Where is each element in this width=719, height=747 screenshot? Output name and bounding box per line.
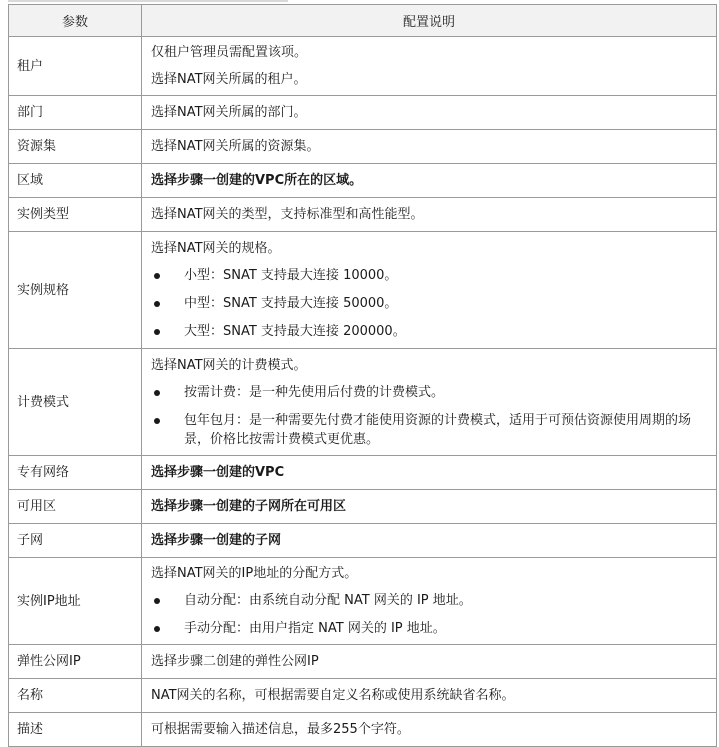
description-cell bbox=[142, 130, 717, 164]
table-row bbox=[9, 645, 717, 679]
description-line: 选择步骤二创建的弹性公网IP bbox=[151, 654, 319, 669]
description-line: 选择NAT网关的IP地址的分配方式。 bbox=[151, 566, 358, 581]
table-row bbox=[9, 232, 717, 349]
bullet-icon bbox=[154, 390, 160, 396]
description-line: 选择步骤一创建的子网所在可用区 bbox=[151, 499, 347, 514]
list-item bbox=[151, 619, 707, 638]
top-divider bbox=[8, 0, 288, 2]
header-param: 参数 bbox=[9, 5, 142, 37]
param-cell: 区域 bbox=[9, 164, 142, 198]
description-line: 选择NAT网关所属的资源集。 bbox=[151, 139, 320, 154]
param-cell: 计费模式 bbox=[9, 349, 142, 456]
list-item bbox=[151, 266, 707, 285]
description-line: 选择步骤一创建的VPC所在的区域。 bbox=[151, 173, 363, 188]
list-item-text: 按需计费：是一种先使用后付费的计费模式。 bbox=[184, 384, 445, 400]
description-cell bbox=[142, 558, 717, 645]
list-item bbox=[151, 294, 707, 313]
description-cell bbox=[142, 198, 717, 232]
description-line: 选择NAT网关的规格。 bbox=[151, 241, 281, 256]
description-line: 选择NAT网关所属的部门。 bbox=[151, 105, 307, 120]
param-cell: 可用区 bbox=[9, 490, 142, 524]
table-row bbox=[9, 490, 717, 524]
description-line: 选择NAT网关的类型，支持标准型和高性能型。 bbox=[151, 207, 424, 222]
table-row bbox=[9, 456, 717, 490]
param-cell: 子网 bbox=[9, 524, 142, 558]
bullet-icon bbox=[154, 418, 160, 424]
description-line: 选择NAT网关所属的租户。 bbox=[151, 72, 307, 87]
description-cell bbox=[142, 164, 717, 198]
table-row bbox=[9, 524, 717, 558]
bullet-list bbox=[151, 383, 707, 449]
list-item bbox=[151, 591, 707, 610]
bullet-list bbox=[151, 266, 707, 341]
param-cell: 专有网络 bbox=[9, 456, 142, 490]
list-item-text: 大型：SNAT 支持最大连接 200000。 bbox=[184, 324, 406, 339]
bullet-icon bbox=[154, 273, 160, 279]
bullet-icon bbox=[154, 329, 160, 335]
table-row bbox=[9, 198, 717, 232]
config-table bbox=[8, 4, 717, 747]
description-cell bbox=[142, 490, 717, 524]
description-line: 选择步骤一创建的VPC bbox=[151, 465, 285, 480]
table-row bbox=[9, 679, 717, 713]
list-item-text: 中型：SNAT 支持最大连接 50000。 bbox=[184, 296, 398, 311]
param-cell: 实例IP地址 bbox=[9, 558, 142, 645]
table-row bbox=[9, 713, 717, 747]
table-row bbox=[9, 130, 717, 164]
table-row bbox=[9, 164, 717, 198]
table-row bbox=[9, 37, 717, 96]
table-row bbox=[9, 349, 717, 456]
param-cell: 弹性公网IP bbox=[9, 645, 142, 679]
description-line: 选择NAT网关的计费模式。 bbox=[151, 357, 307, 373]
description-cell bbox=[142, 645, 717, 679]
list-item bbox=[151, 411, 707, 449]
description-cell bbox=[142, 37, 717, 96]
param-cell: 描述 bbox=[9, 713, 142, 747]
param-cell: 实例类型 bbox=[9, 198, 142, 232]
list-item-text: 自动分配：由系统自动分配 NAT 网关的 IP 地址。 bbox=[184, 593, 472, 608]
header-description: 配置说明 bbox=[142, 5, 717, 37]
list-item-text: 小型：SNAT 支持最大连接 10000。 bbox=[184, 268, 398, 283]
param-cell: 名称 bbox=[9, 679, 142, 713]
list-item bbox=[151, 322, 707, 341]
description-cell bbox=[142, 524, 717, 558]
bullet-list bbox=[151, 591, 707, 638]
description-line: 仅租户管理员需配置该项。 bbox=[151, 45, 308, 60]
description-cell bbox=[142, 96, 717, 130]
table-row bbox=[9, 96, 717, 130]
param-cell: 租户 bbox=[9, 37, 142, 96]
param-cell: 实例规格 bbox=[9, 232, 142, 349]
description-line: NAT网关的名称，可根据需要自定义名称或使用系统缺省名称。 bbox=[151, 688, 515, 703]
list-item bbox=[151, 383, 707, 402]
description-line: 选择步骤一创建的子网 bbox=[151, 533, 282, 548]
list-item-text: 手动分配：由用户指定 NAT 网关的 IP 地址。 bbox=[184, 621, 446, 636]
table-header-row bbox=[9, 5, 717, 37]
description-cell bbox=[142, 456, 717, 490]
description-cell bbox=[142, 349, 717, 456]
bullet-icon bbox=[154, 598, 160, 604]
description-cell bbox=[142, 679, 717, 713]
list-item-text: 包年包月：是一种需要先付费才能使用资源的计费模式，适用于可预估资源使用周期的场景，价格比按需计费模式更优惠。 bbox=[184, 412, 692, 447]
description-cell bbox=[142, 232, 717, 349]
description-line: 可根据需要输入描述信息，最多255个字符。 bbox=[151, 722, 410, 737]
param-cell: 部门 bbox=[9, 96, 142, 130]
param-cell: 资源集 bbox=[9, 130, 142, 164]
bullet-icon bbox=[154, 626, 160, 632]
table-row bbox=[9, 558, 717, 645]
description-cell bbox=[142, 713, 717, 747]
bullet-icon bbox=[154, 301, 160, 307]
